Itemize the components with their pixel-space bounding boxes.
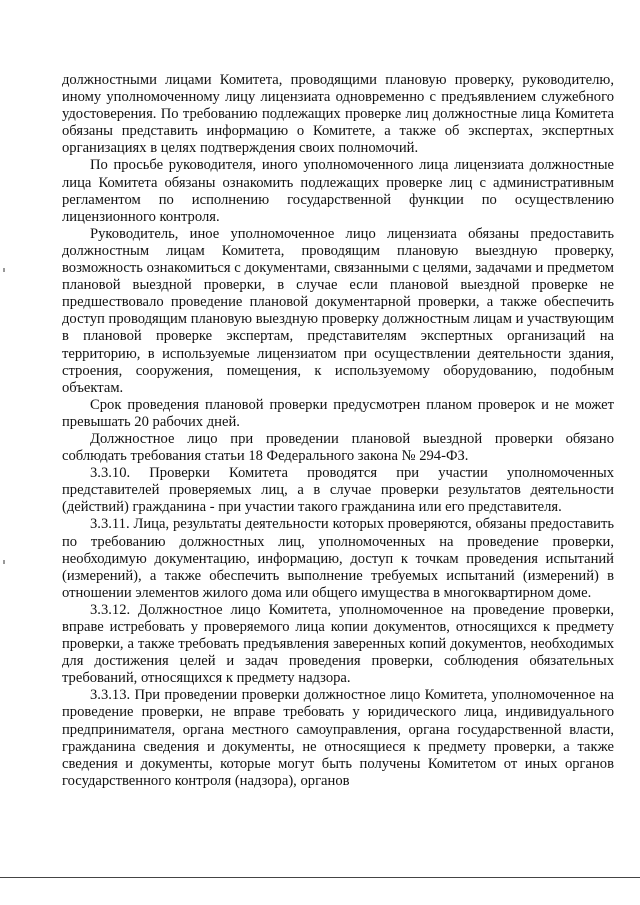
paragraph-3-3-10: 3.3.10. Проверки Комитета проводятся при участии уполномоченных представителей проверяемых лиц, а в случае проверки результатов деятельности (действий) гражданина - при участии такого гражданина или его представителя. (62, 465, 614, 516)
paragraph-5: Должностное лицо при проведении плановой выездной проверки обязано соблюдать требования статьи 18 Федерального закона № 294-ФЗ. (62, 430, 614, 465)
document-body (62, 72, 614, 790)
paragraph-4: Срок проведения плановой проверки предусмотрен планом проверок и не может превышать 20 рабочих дней. (62, 396, 614, 430)
paragraph-3: Руководитель, иное уполномоченное лицо лицензиата обязаны предоставить должностным лицам Комитета, проводящим плановую выездную проверку, возможность ознакомиться с документами, связанными с целями, задачами и предметом плановой выездной проверки, в случае если плановой выездной проверке не предшествовало проведение плановой документарной проверки, а также обеспечить доступ проводящим плановую выездную проверку должностным лицам и участвующим в плановой проверке экспертам, представителям экспертных организаций на территорию, в используемые лицензиатом при осуществлении деятельности здания, строения, сооружения, помещения, к используемому оборудованию, подобным объектам. (62, 225, 614, 396)
paragraph-3-3-13: 3.3.13. При проведении проверки должностное лицо Комитета, уполномоченное на проведение проверки, не вправе требовать у юридического лица, индивидуального предпринимателя, органа местного самоуправления, органа государственной власти, гражданина сведения и документы, не относящиеся к предмету проверки, а также сведения и документы, которые могут быть получены Комитетом от иных органов государственного контроля (надзора), органов (62, 687, 614, 789)
paragraph-2: По просьбе руководителя, иного уполномоченного лица лицензиата должностные лица Комитета обязаны ознакомить подлежащих проверке лиц с административным регламентом по исполнению государственной функции по осуществлению лицензионного контроля. (62, 157, 614, 225)
paragraph-1: должностными лицами Комитета, проводящими плановую проверку, руководителю, иному уполномоченному лицу лицензиата одновременно с предъявлением служебного удостоверения. По требованию подлежащих проверке лиц должностные лица Комитета обязаны представить информацию о Комитете, а также об экспертах, экспертных организациях в целях подтверждения своих полномочий. (62, 72, 614, 157)
scan-mark (3, 560, 5, 564)
scan-mark (3, 268, 5, 272)
paragraph-3-3-12: 3.3.12. Должностное лицо Комитета, уполномоченное на проведение проверки, вправе истребовать у проверяемого лица копии документов, относящихся к предмету проверки, а также требовать предъявления заверенных копий документов, необходимых для достижения целей и задач проведения проверки, соблюдения обязательных требований, относящихся к предмету надзора. (62, 601, 614, 687)
scan-edge-line (0, 877, 640, 878)
paragraph-3-3-11: 3.3.11. Лица, результаты деятельности которых проверяются, обязаны предоставить по требованию должностных лиц, уполномоченных на проведение проверки, необходимую документацию, информацию, доступ к точкам проведения испытаний (измерений), а также обеспечить выполнение требуемых испытаний (измерений) в отношении элементов жилого дома или общего имущества в многоквартирном доме. (62, 516, 614, 601)
